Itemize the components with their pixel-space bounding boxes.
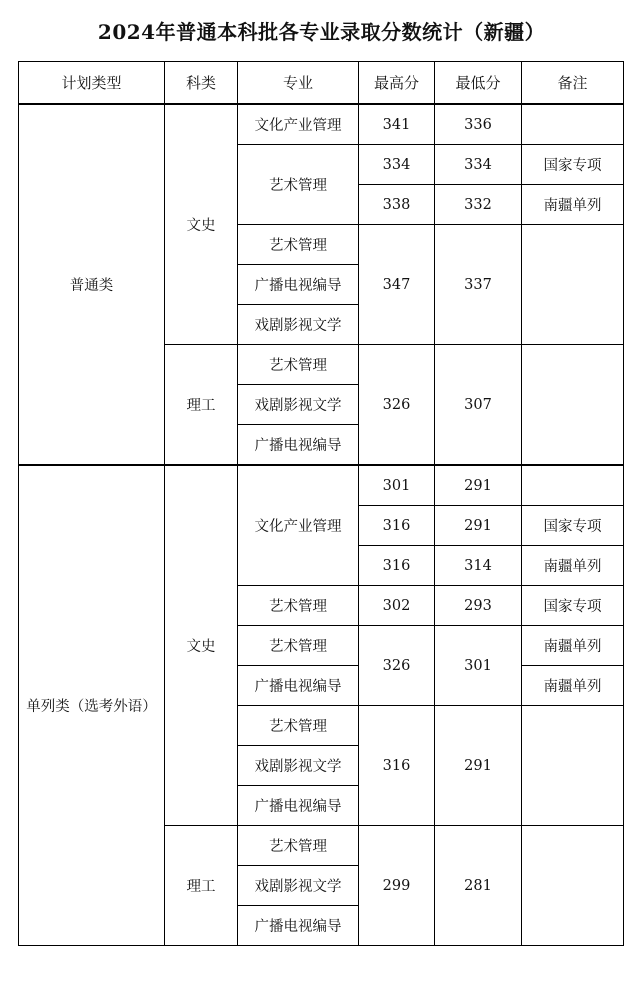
min-score-cell: 314 bbox=[435, 546, 522, 586]
major-cell: 广播电视编导 bbox=[238, 786, 359, 826]
min-score-cell: 301 bbox=[435, 626, 522, 706]
min-score-cell: 334 bbox=[435, 145, 522, 185]
subject-cell: 文史 bbox=[165, 104, 238, 345]
max-score-cell: 316 bbox=[359, 706, 435, 826]
header-plan-type: 计划类型 bbox=[19, 62, 165, 105]
table-row bbox=[19, 104, 624, 145]
plan-type-cell: 普通类 bbox=[19, 104, 165, 465]
major-cell: 戏剧影视文学 bbox=[238, 305, 359, 345]
max-score-cell: 338 bbox=[359, 185, 435, 225]
subject-cell: 理工 bbox=[165, 826, 238, 946]
note-cell bbox=[522, 826, 624, 946]
note-cell: 国家专项 bbox=[522, 145, 624, 185]
major-cell: 艺术管理 bbox=[238, 826, 359, 866]
max-score-cell: 299 bbox=[359, 826, 435, 946]
major-cell: 艺术管理 bbox=[238, 225, 359, 265]
header-note: 备注 bbox=[522, 62, 624, 105]
major-cell: 文化产业管理 bbox=[238, 104, 359, 145]
max-score-cell: 326 bbox=[359, 345, 435, 466]
min-score-cell: 332 bbox=[435, 185, 522, 225]
header-major: 专业 bbox=[238, 62, 359, 105]
note-cell bbox=[522, 225, 624, 345]
major-cell: 文化产业管理 bbox=[238, 465, 359, 586]
note-cell bbox=[522, 465, 624, 506]
major-cell: 艺术管理 bbox=[238, 586, 359, 626]
note-cell: 南疆单列 bbox=[522, 546, 624, 586]
header-max-score: 最高分 bbox=[359, 62, 435, 105]
table-row bbox=[19, 465, 624, 506]
major-cell: 广播电视编导 bbox=[238, 666, 359, 706]
page-title: 2024年普通本科批各专业录取分数统计（新疆） bbox=[97, 20, 546, 44]
major-cell: 广播电视编导 bbox=[238, 265, 359, 305]
major-cell: 戏剧影视文学 bbox=[238, 866, 359, 906]
major-cell: 戏剧影视文学 bbox=[238, 385, 359, 425]
major-cell: 艺术管理 bbox=[238, 626, 359, 666]
min-score-cell: 291 bbox=[435, 706, 522, 826]
major-cell: 艺术管理 bbox=[238, 706, 359, 746]
note-cell: 国家专项 bbox=[522, 586, 624, 626]
major-cell: 艺术管理 bbox=[238, 145, 359, 225]
min-score-cell: 291 bbox=[435, 506, 522, 546]
note-cell bbox=[522, 345, 624, 466]
major-cell: 艺术管理 bbox=[238, 345, 359, 385]
max-score-cell: 347 bbox=[359, 225, 435, 345]
major-cell: 广播电视编导 bbox=[238, 425, 359, 466]
subject-cell: 理工 bbox=[165, 345, 238, 466]
min-score-cell: 336 bbox=[435, 104, 522, 145]
max-score-cell: 326 bbox=[359, 626, 435, 706]
max-score-cell: 301 bbox=[359, 465, 435, 506]
header-subject: 科类 bbox=[165, 62, 238, 105]
major-cell: 戏剧影视文学 bbox=[238, 746, 359, 786]
note-cell bbox=[522, 104, 624, 145]
max-score-cell: 341 bbox=[359, 104, 435, 145]
max-score-cell: 334 bbox=[359, 145, 435, 185]
min-score-cell: 293 bbox=[435, 586, 522, 626]
plan-type-cell: 单列类（选考外语） bbox=[19, 465, 165, 946]
max-score-cell: 302 bbox=[359, 586, 435, 626]
subject-cell: 文史 bbox=[165, 465, 238, 826]
table-header-row bbox=[19, 62, 624, 105]
max-score-cell: 316 bbox=[359, 506, 435, 546]
note-cell: 南疆单列 bbox=[522, 666, 624, 706]
min-score-cell: 291 bbox=[435, 465, 522, 506]
max-score-cell: 316 bbox=[359, 546, 435, 586]
note-cell: 南疆单列 bbox=[522, 185, 624, 225]
min-score-cell: 307 bbox=[435, 345, 522, 466]
note-cell: 南疆单列 bbox=[522, 626, 624, 666]
min-score-cell: 337 bbox=[435, 225, 522, 345]
major-cell: 广播电视编导 bbox=[238, 906, 359, 946]
header-min-score: 最低分 bbox=[435, 62, 522, 105]
min-score-cell: 281 bbox=[435, 826, 522, 946]
admission-score-table bbox=[18, 61, 624, 946]
note-cell: 国家专项 bbox=[522, 506, 624, 546]
note-cell bbox=[522, 706, 624, 826]
